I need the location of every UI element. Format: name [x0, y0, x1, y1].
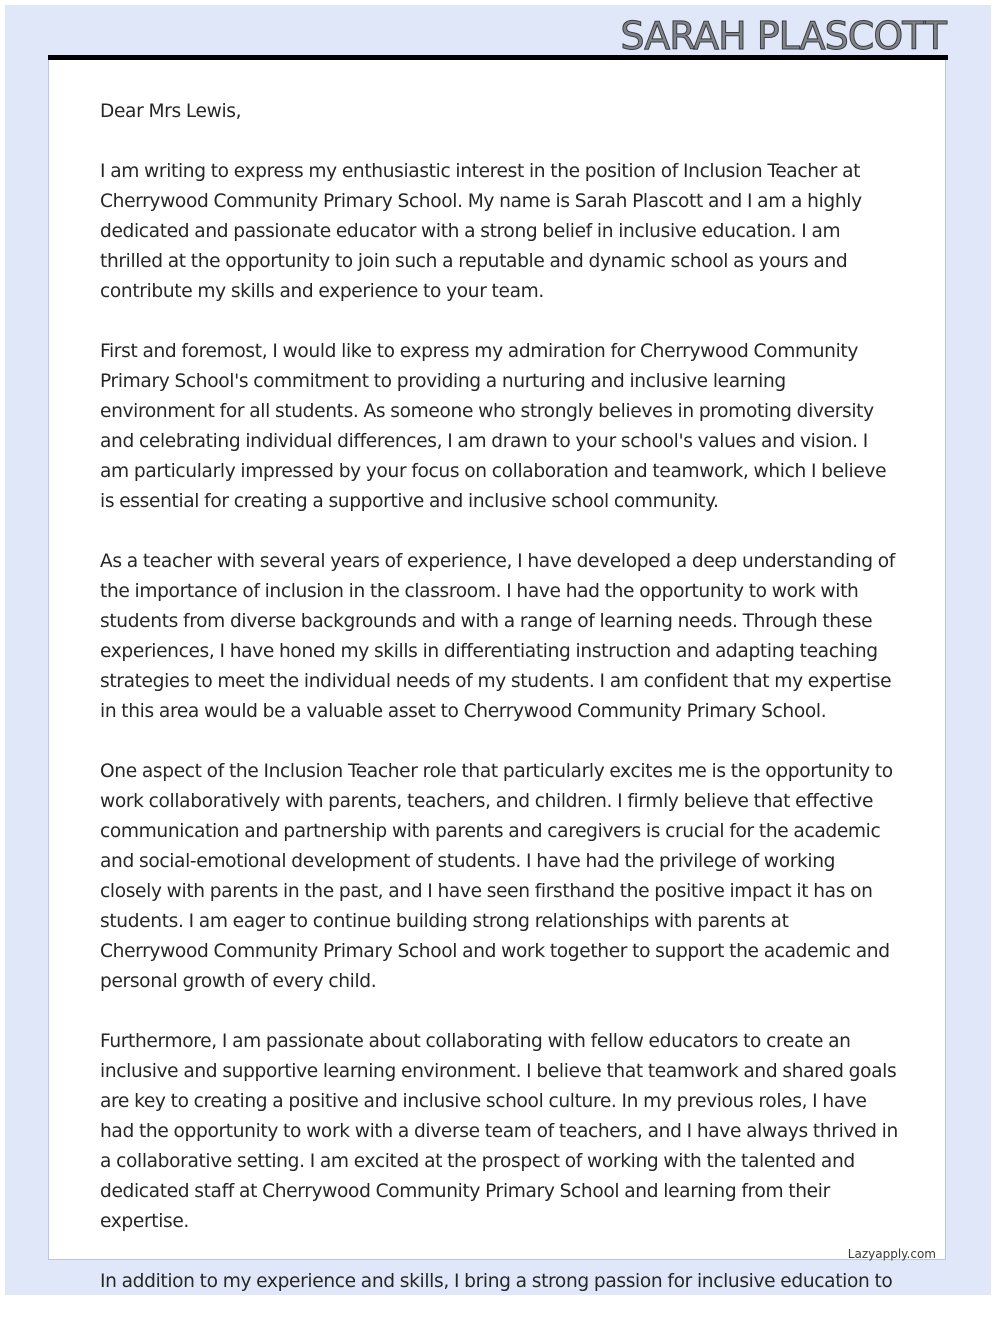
letter-paragraph-3: As a teacher with several years of experience, I have developed a deep understanding of the importance of inclusion in the classroom. I have had the opportunity to work with students from diverse backgrounds and with a range of learning needs. Through these experiences, I have honed my skills in differentiating instruction and adapting teaching strategies to meet the individual needs of my students. I am confident that my expertise in this area would be a valuable asset to Cherrywood Community Primary School.: [100, 551, 895, 722]
letter-paragraph-6: In addition to my experience and skills, I bring a strong passion for inclusive education to: [100, 1271, 893, 1292]
letter-paragraph-5: Furthermore, I am passionate about collaborating with fellow educators to create an inclusive and supportive learning environment. I believe that teamwork and shared goals are key to creating a positive and inclusive school culture. In my previous roles, I have had the opportunity to work with a diverse team of teachers, and I have always thrived in a collaborative setting. I am excited at the prospect of working with the talented and dedicated staff at Cherrywood Community Primary School and learning from their expertise.: [100, 1031, 898, 1232]
letter-paragraph-1: I am writing to express my enthusiastic interest in the position of Inclusion Teacher at Cherrywood Community Primary School. My name is Sarah Plascott and I am a highly dedicated and passionate educator with a strong belief in inclusive education. I am thrilled at the opportunity to join such a reputable and dynamic school as yours and contribute my skills and experience to your team.: [100, 161, 862, 302]
applicant-name: SARAH PLASCOTT: [620, 14, 946, 58]
letter-body: [100, 97, 900, 1327]
watermark-link[interactable]: Lazyapply.com: [847, 1247, 936, 1261]
salutation: Dear Mrs Lewis,: [100, 101, 242, 122]
letter-paragraph-2: First and foremost, I would like to express my admiration for Cherrywood Community Primary School's commitment to providing a nurturing and inclusive learning environment for all students. As someone who strongly believes in promoting diversity and celebrating individual differences, I am drawn to your school's values and vision. I am particularly impressed by your focus on collaboration and teamwork, which I believe is essential for creating a supportive and inclusive school community.: [100, 341, 887, 512]
letter-paragraph-4: One aspect of the Inclusion Teacher role that particularly excites me is the opportunity to work collaboratively with parents, teachers, and children. I firmly believe that effective communication and partnership with parents and caregivers is crucial for the academic and social-emotional development of students. I have had the privilege of working closely with parents in the past, and I have seen firsthand the positive impact it has on students. I am eager to continue building strong relationships with parents at Cherrywood Community Primary School and work together to support the academic and personal growth of every child.: [100, 761, 893, 992]
